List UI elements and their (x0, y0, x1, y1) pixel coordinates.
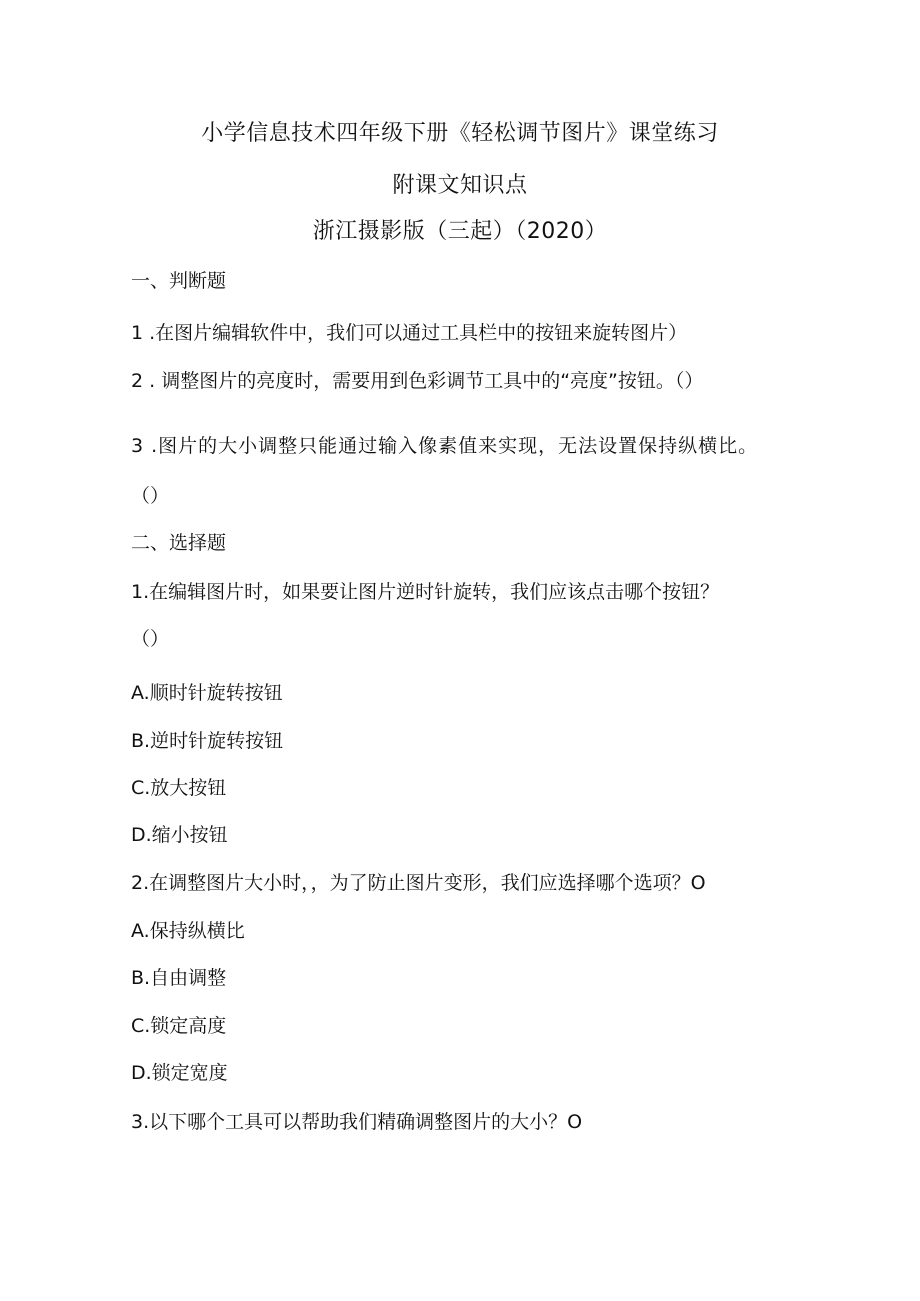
question-1-blank: （） (131, 628, 170, 650)
document-subtitle: 附课文知识点 (392, 173, 528, 198)
question-1-option-d: D.缩小按钮 (131, 824, 228, 846)
true-false-item-3: 3 .图片的大小调整只能通过输入像素值来实现，无法设置保持纵横比。 (131, 435, 759, 457)
question-1-option-c: C.放大按钮 (131, 777, 227, 799)
document-edition: 浙江摄影版（三起）（2020） (312, 219, 608, 244)
true-false-item-1: 1 .在图片编辑软件中，我们可以通过工具栏中的按钮来旋转图片） (131, 322, 688, 344)
question-1-option-a: A.顺时针旋转按钮 (131, 682, 283, 704)
document-title: 小学信息技术四年级下册《轻松调节图片》课堂练习 (201, 121, 719, 146)
question-2-option-c: C.锁定高度 (131, 1015, 227, 1037)
question-2-option-b: B.自由调整 (131, 967, 227, 989)
question-1-stem: 1.在编辑图片时，如果要让图片逆时针旋转，我们应该点击哪个按钮？ (131, 581, 720, 603)
section-heading-true-false: 一、判断题 (131, 270, 227, 292)
section-heading-multiple-choice: 二、选择题 (131, 532, 227, 554)
question-2-option-d: D.锁定宽度 (131, 1062, 228, 1084)
question-2-option-a: A.保持纵横比 (131, 920, 245, 942)
true-false-item-3-blank: （） (131, 485, 170, 507)
question-3-stem: 3.以下哪个工具可以帮助我们精确调整图片的大小？O (131, 1111, 583, 1133)
true-false-item-2: 2 . 调整图片的亮度时，需要用到色彩调节工具中的“亮度”按钮。（） (131, 370, 704, 392)
question-2-stem: 2.在调整图片大小时，，为了防止图片变形，我们应选择哪个选项？O (131, 872, 706, 894)
question-1-option-b: B.逆时针旋转按钮 (131, 730, 284, 752)
